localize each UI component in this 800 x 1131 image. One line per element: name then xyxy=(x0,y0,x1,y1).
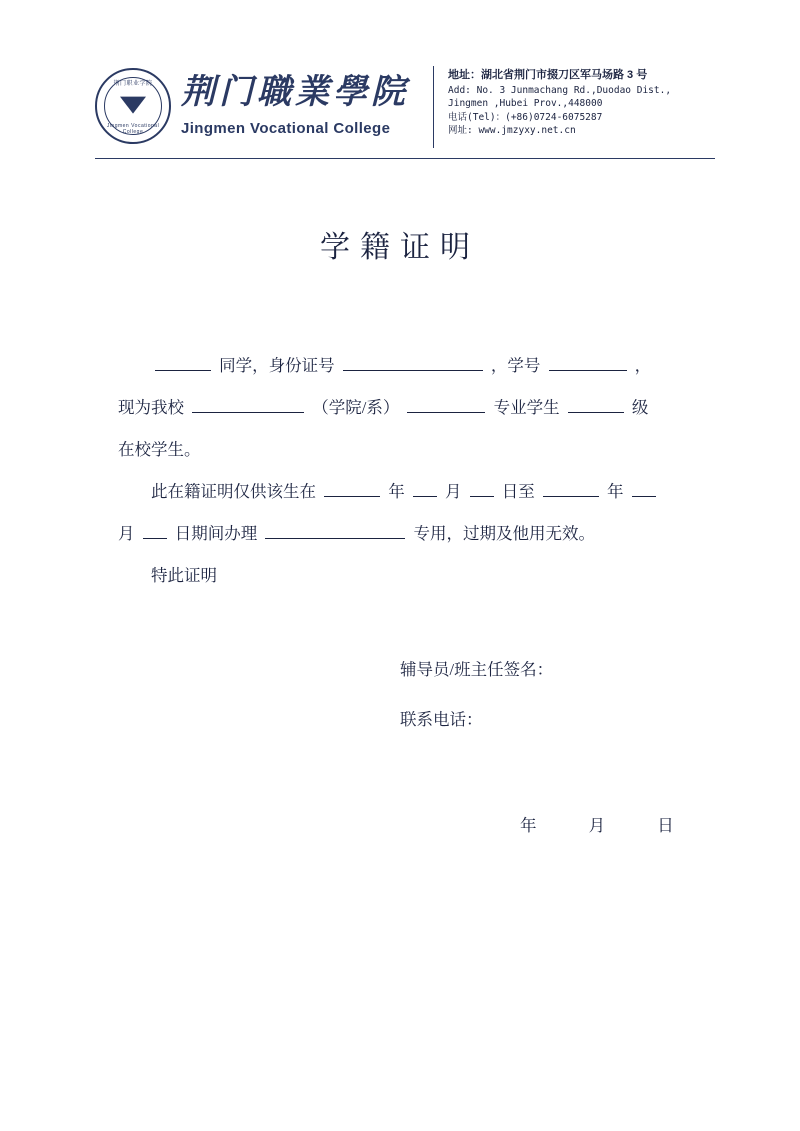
body-line-2 xyxy=(118,387,682,429)
seal-v-mark-icon xyxy=(120,97,146,114)
body-line-1-text-c: ， xyxy=(634,356,652,375)
body-line-5-text-c: 专用，过期及他用无效。 xyxy=(413,524,595,543)
body-line-4-text-e: 年 xyxy=(607,482,624,501)
body-line-4-text-c: 月 xyxy=(445,482,462,501)
letterhead xyxy=(95,62,715,148)
signature-block xyxy=(400,645,553,745)
college-name-cn: 荆门職業學院 xyxy=(181,73,409,111)
page-title: 学籍证明 xyxy=(320,231,480,264)
address-en-line1: Add: No. 3 Junmachang Rd.,Duodao Dist., xyxy=(448,84,672,96)
end-month-blank[interactable] xyxy=(632,480,656,497)
start-year-blank[interactable] xyxy=(324,480,380,497)
body-line-3: 在校学生。 xyxy=(118,440,201,459)
college-name-en: Jingmen Vocational College xyxy=(181,120,391,138)
college-logo xyxy=(95,62,425,144)
body-line-1-text-b: ，学号 xyxy=(490,356,541,375)
seal-top-text: 荆门职业学院 xyxy=(113,81,153,87)
date-month-label: 月 xyxy=(588,816,606,835)
seal-bottom-text: Jingmen Vocational College xyxy=(106,123,160,135)
college-seal-icon xyxy=(95,68,171,144)
body-line-2-text-d: 级 xyxy=(631,398,649,417)
address-cn: 地址：湖北省荆门市掇刀区军马场路 3 号 xyxy=(448,69,648,81)
id-number-blank[interactable] xyxy=(343,354,483,371)
body-line-2-text-b: （学院/系） xyxy=(312,398,400,417)
website: 网址: www.jmzyxy.net.cn xyxy=(448,125,576,137)
body-line-5-text-b: 日期间办理 xyxy=(174,524,258,543)
body-line-1-text-a: 同学，身份证号 xyxy=(219,356,335,375)
department-blank[interactable] xyxy=(192,396,304,413)
letterhead-divider xyxy=(433,66,434,148)
certificate-body xyxy=(118,345,682,597)
body-line-2-text-a: 现为我校 xyxy=(118,398,184,417)
date-year-label: 年 xyxy=(520,816,537,835)
end-year-blank[interactable] xyxy=(543,480,599,497)
student-number-blank[interactable] xyxy=(549,354,627,371)
purpose-blank[interactable] xyxy=(265,522,405,539)
start-month-blank[interactable] xyxy=(413,480,437,497)
student-name-blank[interactable] xyxy=(155,354,211,371)
advisor-signature-label: 辅导员/班主任签名： xyxy=(400,660,554,679)
body-line-1 xyxy=(118,345,682,387)
start-day-blank[interactable] xyxy=(470,480,494,497)
body-line-6: 特此证明 xyxy=(151,566,217,585)
date-day-label: 日 xyxy=(657,816,674,835)
contact-block xyxy=(448,62,671,138)
letterhead-rule xyxy=(95,158,715,159)
body-line-5-text-a: 月 xyxy=(118,524,135,543)
body-line-4 xyxy=(118,471,682,513)
contact-phone-label: 联系电话： xyxy=(400,710,483,729)
telephone: 电话(Tel)：(+86)0724-6075287 xyxy=(448,111,603,123)
end-day-blank[interactable] xyxy=(143,522,167,539)
major-blank[interactable] xyxy=(407,396,485,413)
college-name-block xyxy=(181,69,409,137)
date-line xyxy=(520,812,674,836)
body-line-4-text-b: 年 xyxy=(388,482,405,501)
body-line-4-text-a: 此在籍证明仅供该生在 xyxy=(151,482,316,501)
body-line-2-text-c: 专业学生 xyxy=(493,398,560,417)
grade-blank[interactable] xyxy=(568,396,624,413)
body-line-4-text-d: 日至 xyxy=(501,482,535,501)
address-en-line2: Jingmen ,Hubei Prov.,448000 xyxy=(448,98,603,110)
body-line-5 xyxy=(118,513,682,555)
